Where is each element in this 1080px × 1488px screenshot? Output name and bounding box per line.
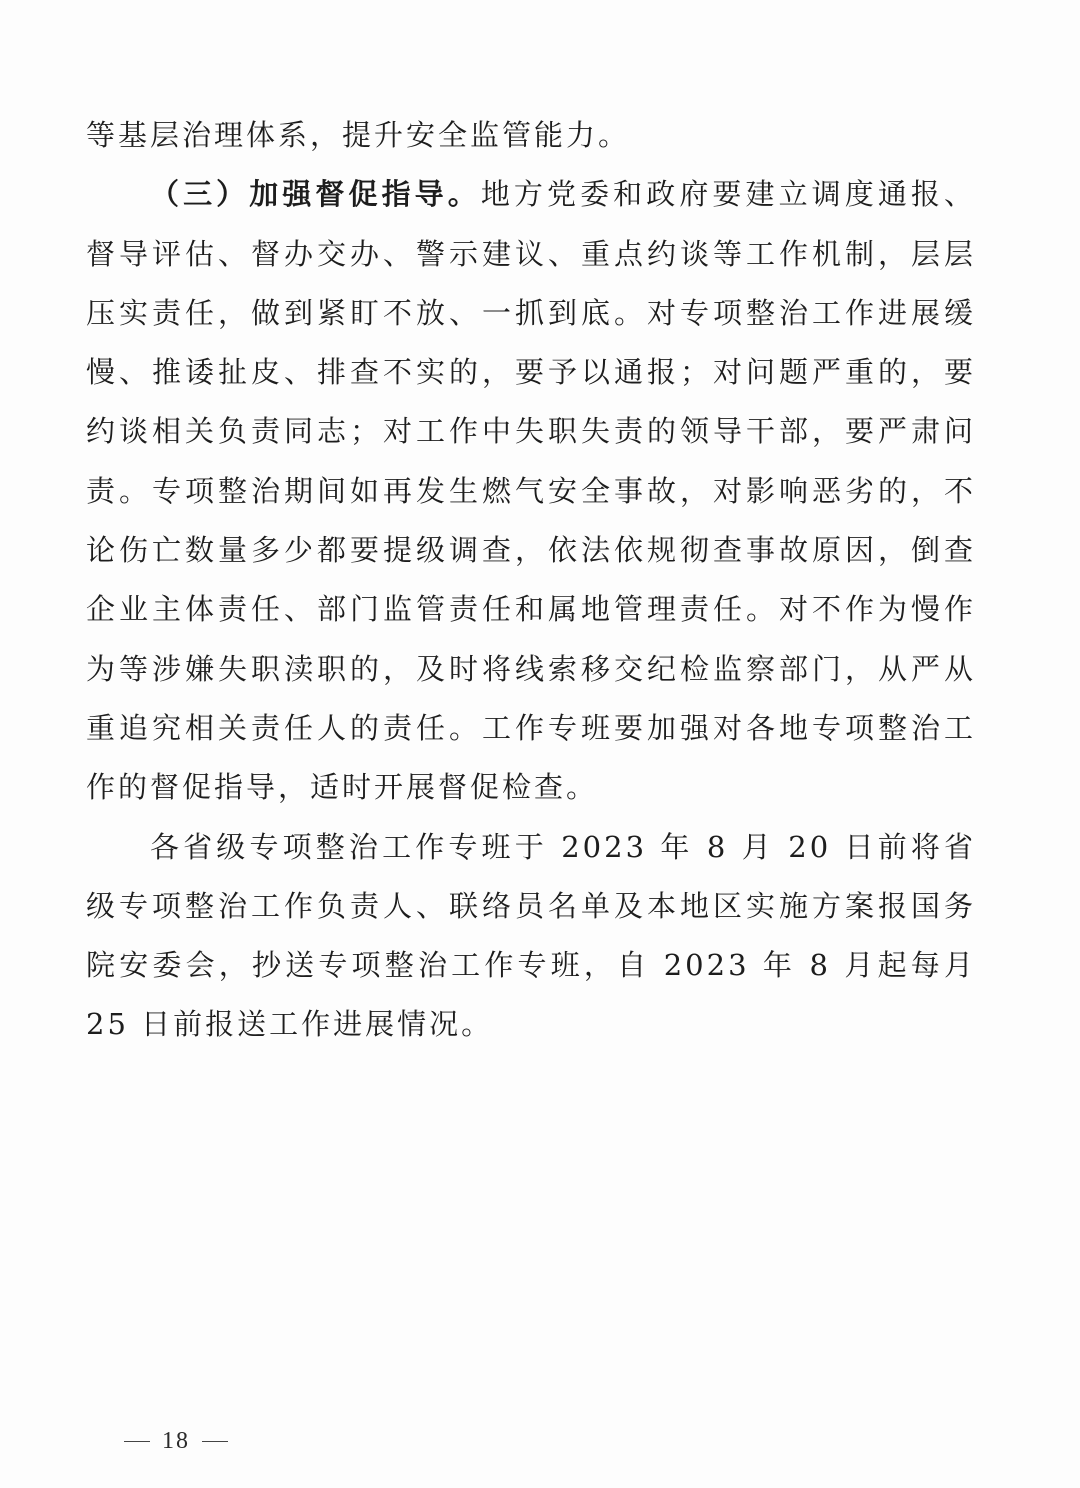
page-number: 18 bbox=[162, 1428, 190, 1454]
page-number-footer bbox=[112, 1428, 240, 1455]
paragraph-reporting bbox=[86, 818, 976, 1055]
dash-right bbox=[202, 1441, 228, 1443]
paragraph-supervision bbox=[86, 165, 976, 817]
document-body bbox=[86, 106, 976, 1055]
dash-left bbox=[124, 1441, 150, 1443]
paragraph-text: 地方党委和政府要建立调度通报、督导评估、督办交办、警示建议、重点约谈等工作机制，层层压实责任，做到紧盯不放、一抓到底。对专项整治工作进展缓慢、推诿扯皮、排查不实的，要予以通报；对问题严重的，要约谈相关负责同志；对工作中失职失责的领导干部，要严肃问责。专项整治期间如再发生燃气安全事故，对影响恶劣的，不论伤亡数量多少都要提级调查，依法依规彻查事故原因，倒查企业主体责任、部门监管责任和属地管理责任。对不作为慢作为等涉嫌失职渎职的，及时将线索移交纪检监察部门，从严从重追究相关责任人的责任。工作专班要加强对各地专项整治工作的督促指导，适时开展督促检查。 bbox=[86, 177, 976, 805]
paragraph-text: 各省级专项整治工作专班于 2023 年 8 月 20 日前将省级专项整治工作负责人、联络员名单及本地区实施方案报国务院安委会，抄送专项整治工作专班，自 2023 年 8 月起每月 25 日前报送工作进展情况。 bbox=[86, 829, 976, 1042]
paragraph-text: 等基层治理体系，提升安全监管能力。 bbox=[86, 118, 631, 152]
paragraph-continuation bbox=[86, 106, 976, 165]
section-heading: （三）加强督促指导。 bbox=[150, 177, 481, 212]
